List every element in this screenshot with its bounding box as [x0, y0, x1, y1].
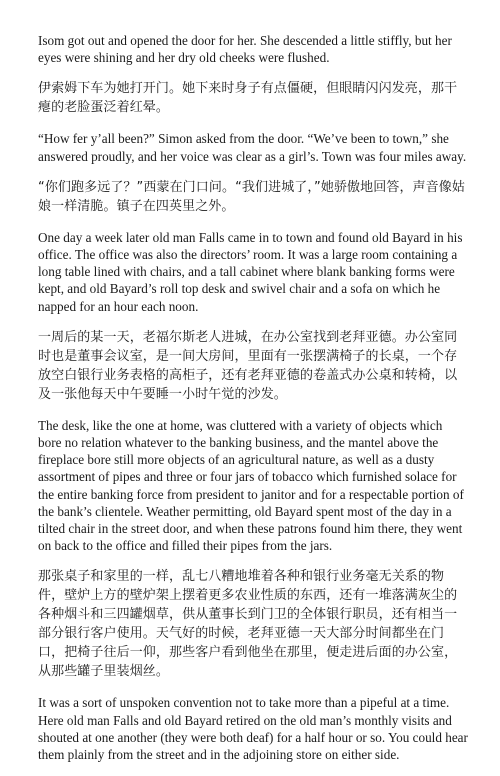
paragraph-english: One day a week later old man Falls came in to town and found old Bayard in his office. The office was also the directors’ room. It was a large room containing a long table lined with chairs, and a tall cabinet where blank banking forms were kept, and old Bayard’s roll top desk and swivel chair and a sofa on which he napped for an hour each noon. [38, 229, 463, 314]
paragraph-english: Isom got out and opened the door for her. She descended a little stiffly, but her eyes were shining and her dry old cheeks were flushed. [38, 33, 452, 66]
paragraph-chinese: 伊索姆下车为她打开门。她下来时身子有点僵硬，但眼睛闪闪发亮，那干瘪的老脸蛋泛着红晕。 [38, 81, 458, 116]
document-page [38, 32, 468, 776]
paragraph-english: It was a sort of unspoken convention not to take more than a pipeful at a time. Here old man Falls and old Bayard retired on the old man’s monthly visits and shouted at one another (they were both deaf) for a half hour or so. You could hear them plainly from the street and in the adjoining store on either side. [38, 695, 468, 763]
paragraph-english: The desk, like the one at home, was cluttered with a variety of objects which bore no relation whatever to the banking business, and the mantel above the fireplace bore still more objects of an agricultural nature, as well as a dusty assortment of pipes and three or four jars of tobacco which furnished solace for the entire banking force from president to janitor and for a respectable portion of the bank’s clientele. Weather permitting, old Bayard spent most of the day in a tilted chair in the street door, and when these patrons found him there, they went on back to the office and filled their pipes from the jars. [38, 417, 464, 554]
paragraph-english: “How fer y’all been?” Simon asked from the door. “We’ve been to town,” she answered proudly, and her voice was clear as a girl’s. Town was four miles away. [38, 131, 467, 164]
paragraph-chinese: “你们跑多远了？”西蒙在门口问。“我们进城了，”她骄傲地回答，声音像姑娘一样清脆。镇子在四英里之外。 [38, 179, 465, 214]
paragraph-chinese: 一周后的某一天，老福尔斯老人进城，在办公室找到老拜亚德。办公室同时也是董事会议室，是一间大房间，里面有一张摆满椅子的长桌，一个存放空白银行业务表格的高柜子，还有老拜亚德的卷盖式办公桌和转椅，以及一张他每天中午要睡一小时午觉的沙发。 [38, 329, 458, 402]
paragraph-chinese: 那张桌子和家里的一样，乱七八糟地堆着各种和银行业务毫无关系的物件，壁炉上方的壁炉架上摆着更多农业性质的东西，还有一堆落满灰尘的各种烟斗和三四罐烟草，供从董事长到门卫的全体银行职员，还有相当一部分银行客户使用。天气好的时候，老拜亚德一天大部分时间都坐在门口，把椅子往后一仰，那些客户看到他坐在那里，便走进后面的办公室，从那些罐子里装烟丝。 [38, 569, 458, 680]
